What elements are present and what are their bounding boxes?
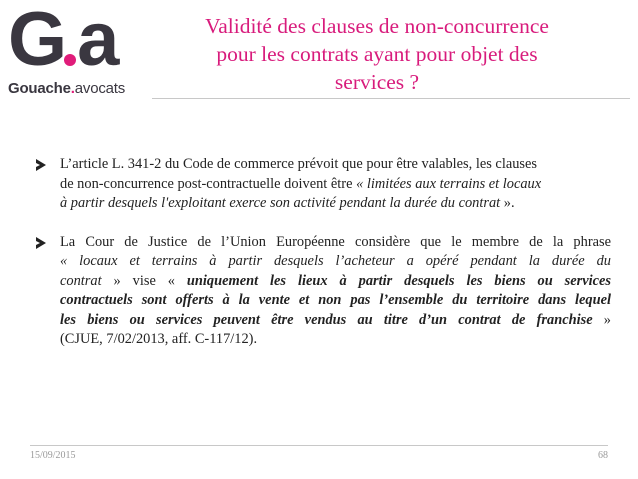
title-line-2: pour les contrats ayant pour objet des [216,42,538,66]
bullet-2-line-4 [60,291,611,311]
title-line-3: services ? [334,70,420,94]
bullet-1-line-3-quote: à partir desquels l'exploitant exerce son activité pendant la durée du contrat [60,195,501,211]
logo-name-bold: Gouache [8,80,71,97]
bullet-1-text [60,155,611,214]
logo-pink-dot [64,54,76,66]
bullet-1-line-2-plain: de non-concurrence post-contractuelle doivent être [60,175,357,192]
bullet-2-line-3-plain: » vise « [101,272,187,289]
bullet-2-line-5-end: » [592,311,611,328]
bullet-2-line-3-bold: uniquement les lieux à partir desquels les biens ou services [186,272,611,289]
title-line-1: Validité des clauses de non-concurrence [205,14,549,38]
bullet-1-line-3-end: ». [500,195,515,211]
bullet-2-line-5 [60,311,611,331]
footer-divider [30,445,608,446]
bullet-list [36,155,611,369]
title-divider [152,98,630,99]
bullet-item-2 [36,233,611,350]
bullet-item-1 [36,155,611,214]
logo-wordmark [8,80,125,97]
bullet-2-line-3 [60,272,611,292]
arrow-bullet-icon [36,159,46,171]
gouache-logo [4,0,154,100]
arrow-bullet-icon [36,237,46,249]
bullet-1-line-1: L’article L. 341-2 du Code de commerce prévoit que pour être valables, les clauses [60,156,537,172]
bullet-2-line-1: La Cour de Justice de l’Union Européenne considère que le membre de la phrase [60,233,611,250]
bullet-1-line-3 [60,194,611,214]
footer-date: 15/09/2015 [30,450,76,461]
bullet-2-text [60,233,611,350]
bullet-1-line-2-quote: « limitées aux terrains et locaux [356,175,542,192]
logo-mark [8,0,116,82]
bullet-2-line-3-quote: contrat [60,272,102,289]
bullet-2-line-6: (CJUE, 7/02/2013, aff. C-117/12). [60,331,258,347]
page-number: 68 [598,450,608,461]
logo-mark-a: a [77,0,116,82]
slide-title [160,12,594,96]
bullet-1-line-2 [60,175,611,195]
logo-name-rest: avocats [74,80,126,97]
bullet-2-line-2 [60,252,611,272]
bullet-2-line-5-bold: les biens ou services peuvent être vendus au titre d’un contrat de franchise [60,311,593,328]
bullet-2-line-2-quote: « locaux et terrains à partir desquels l’acheteur a opéré pendant la durée du [60,253,611,269]
bullet-2-line-4-bold: contractuels sont offerts à la vente et non pas l’ensemble du territoire dans lequel [60,292,611,308]
logo-name-dot: . [70,80,75,97]
logo-mark-g: G [8,0,64,82]
